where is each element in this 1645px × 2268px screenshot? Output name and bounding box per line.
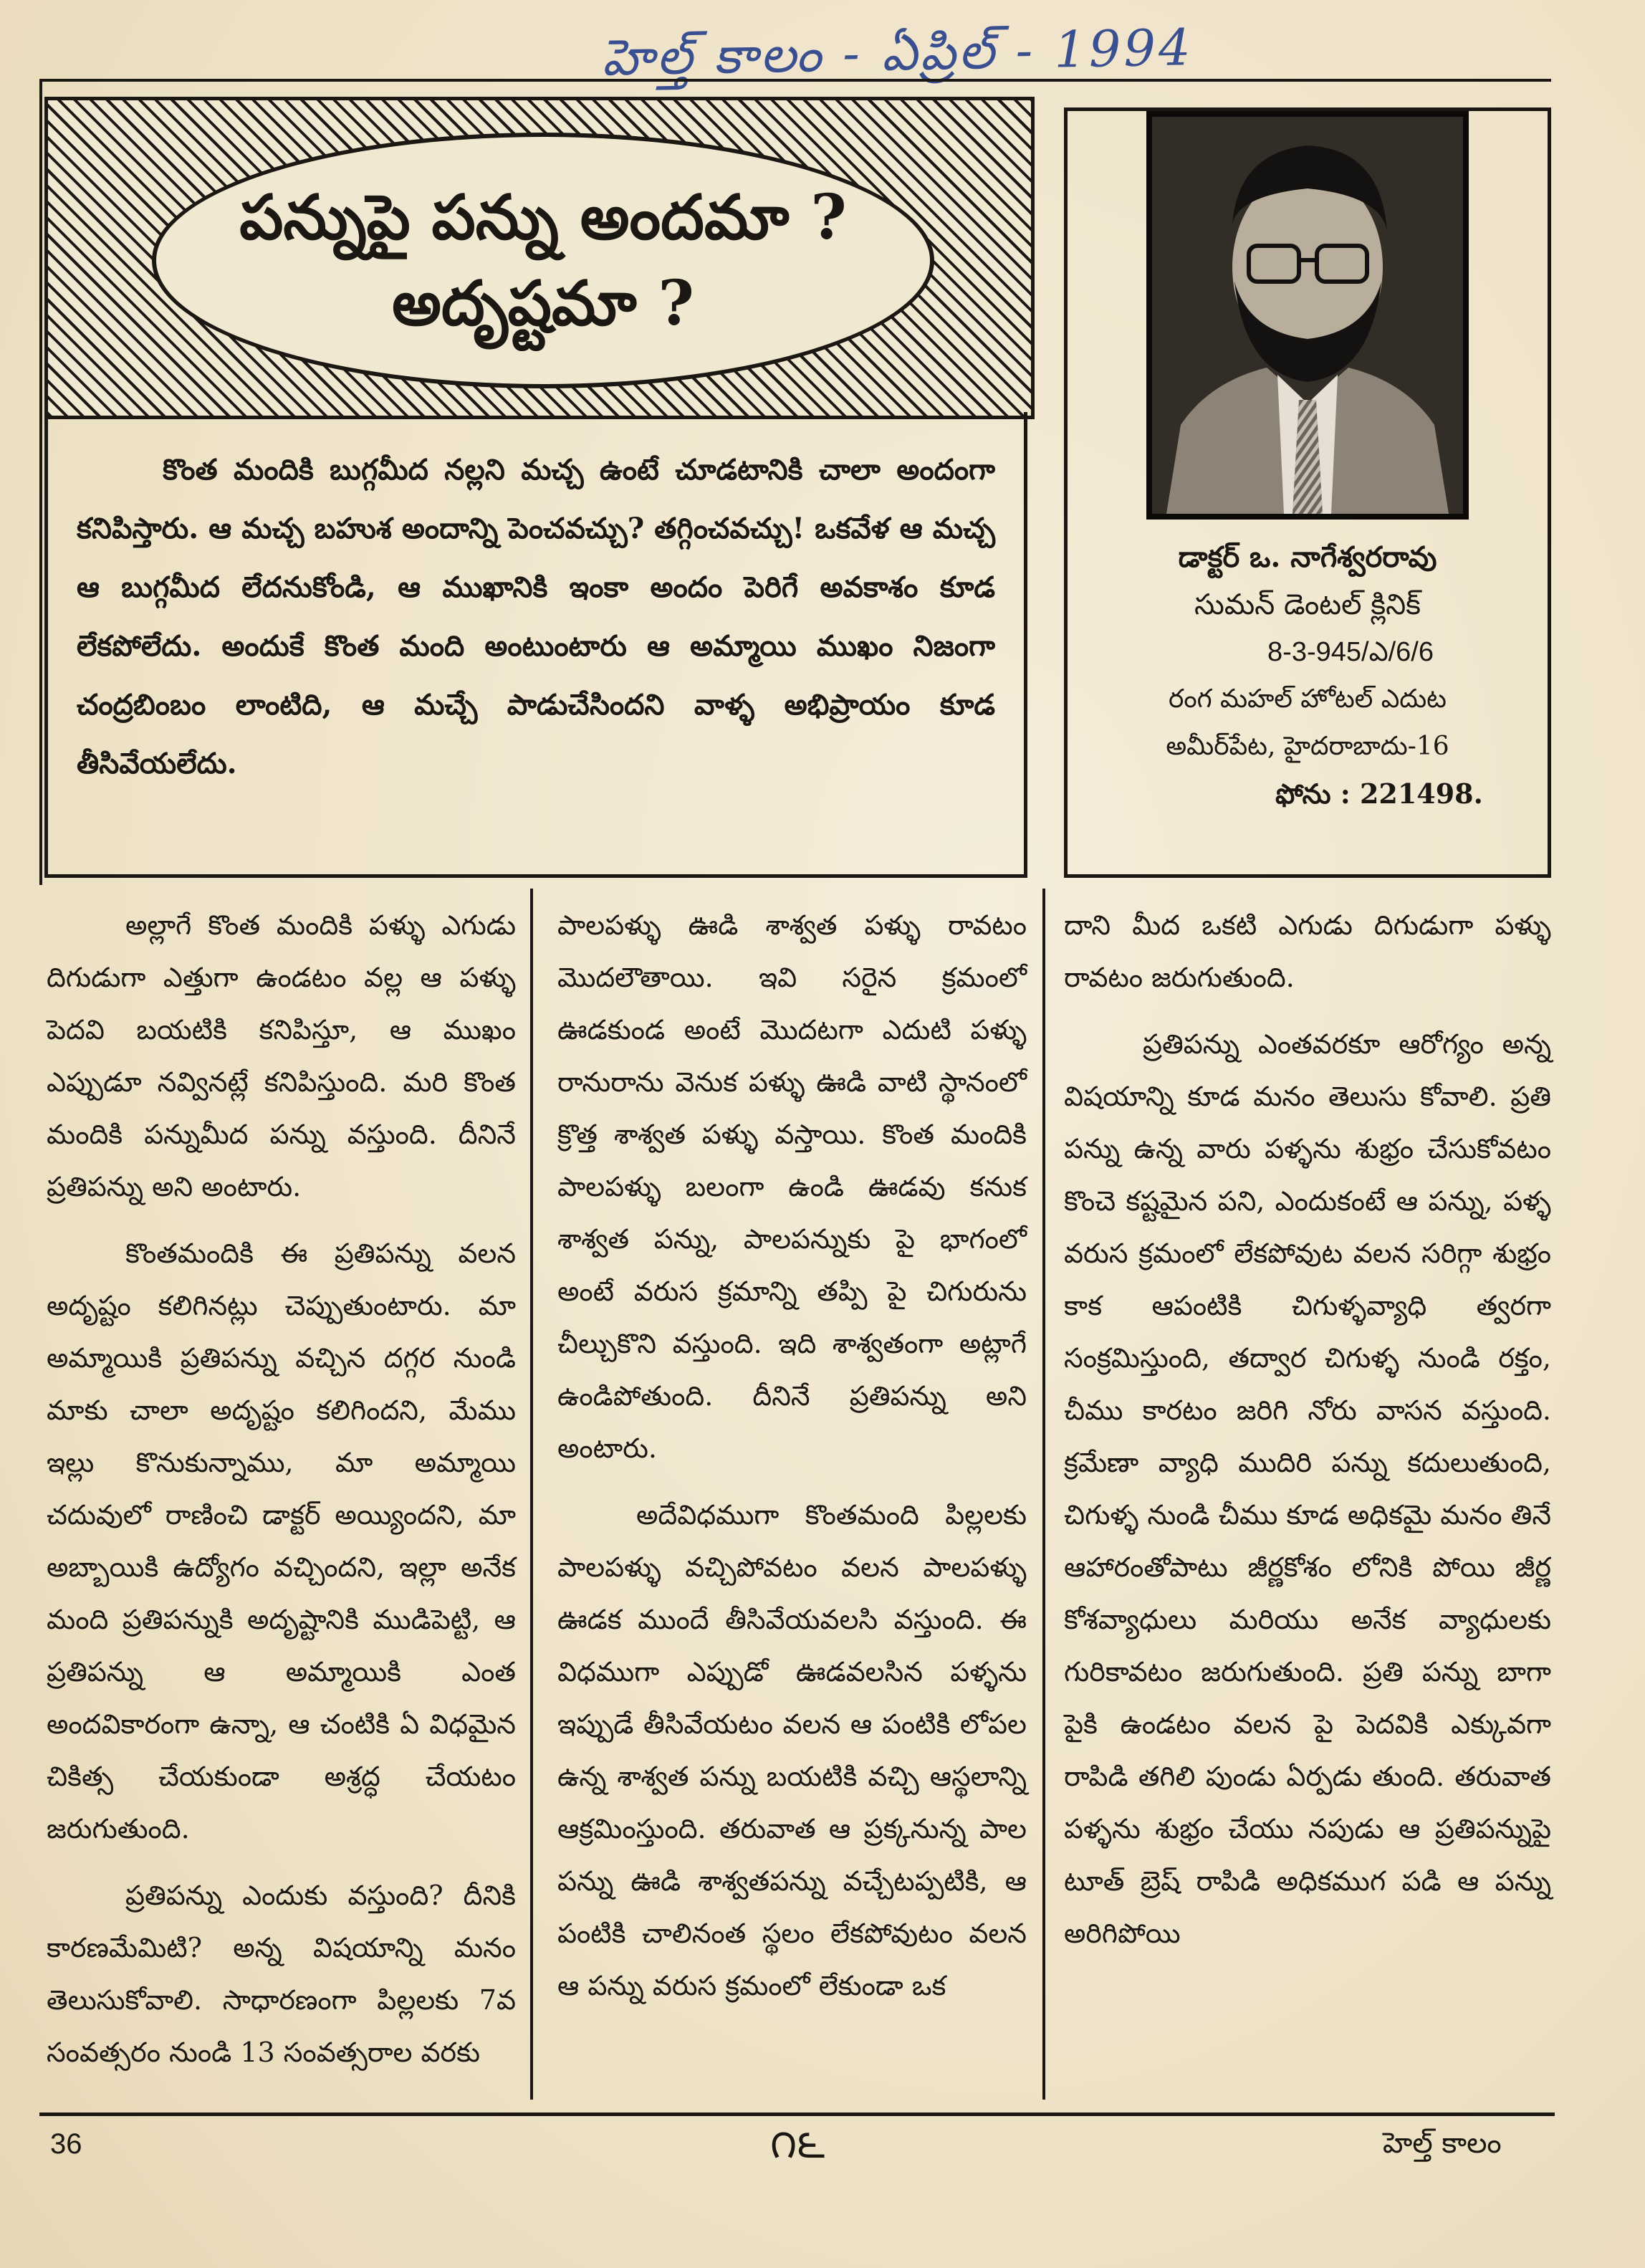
clinic-name: సుమన్ డెంటల్ క్లినిక్ — [1194, 588, 1421, 621]
author-info — [1068, 534, 1548, 818]
column-divider-2 — [1042, 889, 1045, 2100]
author-portrait-image — [1152, 117, 1463, 514]
publication-title: హెల్త్ కాలం — [1383, 2127, 1502, 2160]
intro-box — [44, 412, 1027, 878]
author-photo — [1146, 111, 1469, 520]
col1-paragraph-3: ప్రతిపన్ను ఎందుకు వస్తుంది? దీనికి కారణమేమిటి? అన్న విషయాన్ని మనం తెలుసుకోవాలి. సాధారణంగా పిల్లలకు 7వ సంవత్సరం నుండి 13 సంవత్సరాల వరకు — [47, 1880, 516, 2068]
address-line-2: అమీర్‌పేట, హైదరాబాదు-16 — [1166, 732, 1449, 761]
col2-paragraph-1: పాలపళ్ళు ఊడి శాశ్వత పళ్ళు రావటం మొదలౌతాయి. ఇవి సరైన క్రమంలో ఊడకుండ అంటే మొదటగా ఎదుటి పళ్ళు రానురాను వెనుక పళ్ళు ఊడి వాటి స్థానంలో క్రొత్త శాశ్వత పళ్ళు వస్తాయి. కొంత మందికి పాలపళ్ళు బలంగా ఉండి ఊడవు కనుక శాశ్వత పన్ను, పాలపన్నుకు పై భాగంలో అంటే వరుస క్రమాన్ని తప్పి పై చిగురును చీల్చుకొని వస్తుంది. ఇది శాశ్వతంగా అట్లాగే ఉండిపోతుంది. దీనినే ప్రతిపన్ను అని అంటారు. — [557, 909, 1027, 1464]
col1-paragraph-1: అల్లాగే కొంత మందికి పళ్ళు ఎగుడు దిగుడుగా ఎత్తుగా ఉండటం వల్ల ఆ పళ్ళు పెదవి బయటికి కనిపిస్తూ, ఆ ముఖం ఎప్పుడూ నవ్వినట్లే కనిపిస్తుంది. మరి కొంత మందికి పన్నుమీద పన్ను వస్తుంది. దీనినే ప్రతిపన్ను అని అంటారు. — [47, 909, 516, 1202]
title-box — [44, 97, 1035, 419]
address-line-1: రంగ మహల్ హోటల్ ఎదుట — [1169, 684, 1447, 714]
title-line-1: పన్నుపై పన్ను అందమా ? — [239, 181, 847, 254]
intro-paragraph: కొంత మందికి బుగ్గమీద నల్లని మచ్చ ఉంటే చూడటానికి చాలా అందంగా కనిపిస్తారు. ఆ మచ్చ బహుశ అందాన్ని పెంచవచ్చు? తగ్గించవచ్చు! ఒకవేళ ఆ మచ్చ ఆ బుగ్గమీద లేదనుకోండి, ఆ ముఖానికి ఇంకా అందం పెరిగే అవకాశం కూడ లేకపోలేదు. అందుకే కొంత మంది అంటుంటారు ఆ అమ్మాయి ముఖం నిజంగా చంద్రబింబం లాంటిది, ఆ మచ్చే పాడుచేసిందని వాళ్ళ అభిప్రాయం కూడ తీసివేయలేదు. — [77, 453, 995, 780]
title-oval — [152, 133, 934, 388]
footer-rule — [39, 2113, 1555, 2116]
col3-paragraph-2: ప్రతిపన్ను ఎంతవరకూ ఆరోగ్యం అన్న విషయాన్ని కూడ మనం తెలుసు కోవాలి. ప్రతి పన్ను ఉన్న వారు పళ్ళను శుభ్రం చేసుకోవటం కొంచె కష్టమైన పని, ఎందుకంటే ఆ పన్ను, పళ్ళ వరుస క్రమంలో లేకపోవుట వలన సరిగ్గా శుభ్రం కాక ఆపంటికి చిగుళ్ళవ్యాధి త్వరగా సంక్రమిస్తుంది, తద్వార చిగుళ్ళ నుండి రక్తం, చీము కారటం జరిగి నోరు వాసన వస్తుంది. క్రమేణా వ్యాధి ముదిరి పన్ను కదులుతుంది, చిగుళ్ళ నుండి చీము కూడ అధికమై మనం తినే ఆహారంతోపాటు జీర్ణకోశం లోనికి పోయి జీర్ణ కోశవ్యాధులు మరియు అనేక వ్యాధులకు గురికావటం జరుగుతుంది. ప్రతి పన్ను బాగా పైకి ఉండటం వలన పై పెదవికి ఎక్కువగా రాపిడి తగిలి పుండు ఏర్పడు తుంది. తరువాత పళ్ళను శుభ్రం చేయు నపుడు ఆ ప్రతిపన్నుపై టూత్ బ్రెష్ రాపిడి అధికముగ పడి ఆ పన్ను అరిగిపోయి — [1064, 1028, 1551, 1949]
author-box — [1064, 107, 1551, 878]
address-number: 8-3-945/ఎ/6/6 — [1267, 637, 1434, 667]
body-column-1 — [47, 899, 516, 2075]
col2-paragraph-2: అదేవిధముగా కొంతమంది పిల్లలకు పాలపళ్ళు వచ్చిపోవటం వలన పాలపళ్ళు ఊడక ముందే తీసివేయవలసి వస్తుంది. ఈ విధముగా ఎప్పుడో ఊడవలసిన పళ్ళను ఇప్పుడే తీసివేయటం వలన ఆ పంటికి లోపల ఉన్న శాశ్వత పన్ను బయటికి వచ్చి ఆస్థలాన్ని ఆక్రమింస్తుంది. తరువాత ఆ ప్రక్కనున్న పాల పన్ను ఊడి శాశ్వతపన్ను వచ్చేటప్పటికి, ఆ పంటికి చాలినంత స్థలం లేకపోవుటం వలన ఆ పన్ను వరుస క్రమంలో లేకుండా ఒక — [557, 1499, 1027, 2001]
author-name: డాక్టర్ ఒ. నాగేశ్వరరావు — [1178, 540, 1437, 574]
col1-paragraph-2: కొంతమందికి ఈ ప్రతిపన్ను వలన అదృష్టం కలిగినట్లు చెప్పుతుంటారు. మా అమ్మాయికి ప్రతిపన్ను వచ్చిన దగ్గర నుండి మాకు చాలా అదృష్టం కలిగిందని, మేము ఇల్లు కొనుకున్నాము, మా అమ్మాయి చదువులో రాణించి డాక్టర్ అయ్యిందని, మా అబ్బాయికి ఉద్యోగం వచ్చిందని, ఇల్లా అనేక మంది ప్రతిపన్నుకి అదృష్టానికి ముడిపెట్టి, ఆ ప్రతిపన్ను ఆ అమ్మాయికి ఎంత అందవికారంగా ఉన్నా, ఆ చంటికి ఏ విధమైన చికిత్స చేయకుండా అశ్రద్ధ చేయటం జరుగుతుంది. — [47, 1238, 516, 1844]
body-column-2 — [557, 899, 1027, 2075]
footer-mark: ౧౬ — [770, 2121, 825, 2168]
page-number: 36 — [50, 2128, 82, 2160]
handwritten-note: హెల్త్ కాలం - ఏప్రిల్ - 1994 — [601, 18, 1194, 87]
column-divider-1 — [530, 889, 533, 2100]
phone-number: ఫోను : 221498. — [1275, 777, 1483, 810]
body-column-3 — [1064, 899, 1551, 2075]
col3-paragraph-1: దాని మీద ఒకటి ఎగుడు దిగుడుగా పళ్ళు రావటం జరుగుతుంది. — [1064, 909, 1551, 993]
title-line-2: అదృష్టమా ? — [392, 267, 694, 340]
